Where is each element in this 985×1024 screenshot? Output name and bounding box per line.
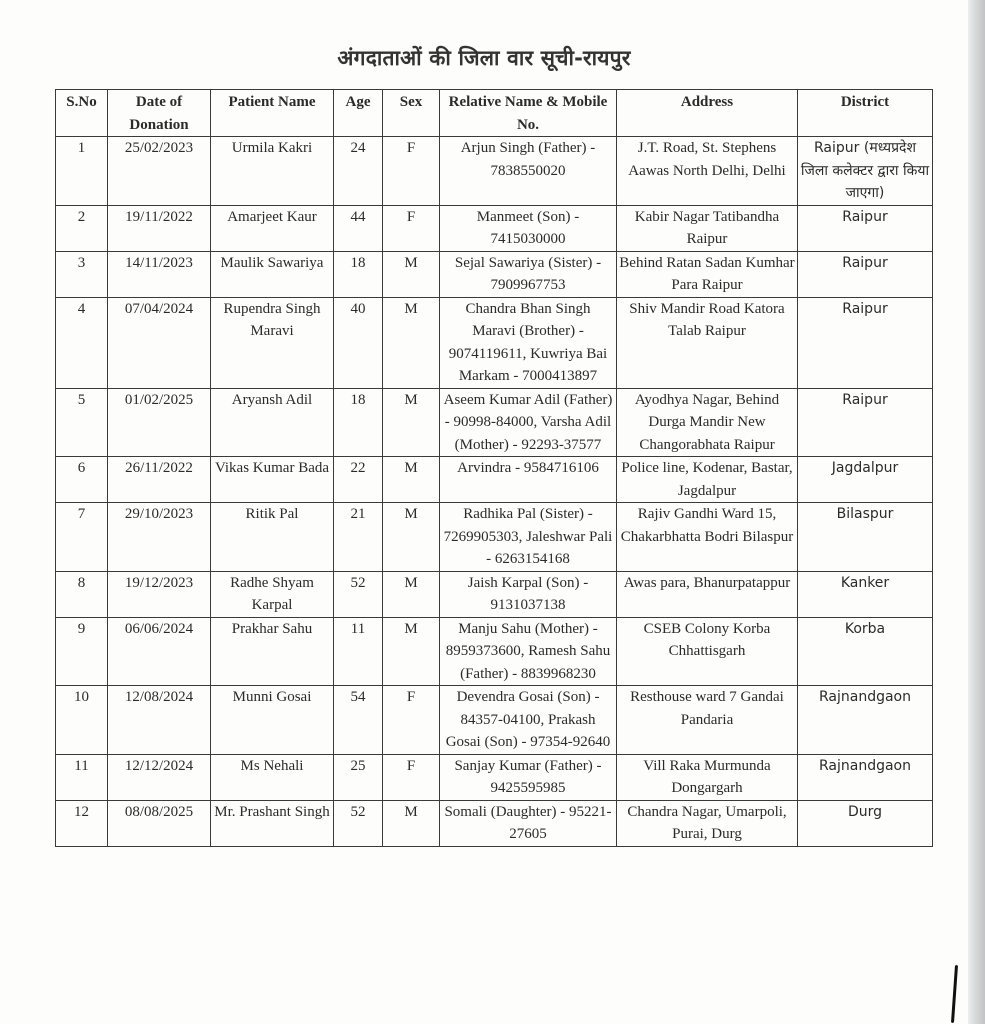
cell-district: Jagdalpur [798,457,933,503]
cell-relative: Arvindra - 9584716106 [440,457,617,503]
cell-sex: M [383,617,440,686]
cell-sex: F [383,205,440,251]
cell-date: 25/02/2023 [108,137,211,206]
cell-address: J.T. Road, St. Stephens Aawas North Delhi, Delhi [617,137,798,206]
cell-age: 24 [334,137,383,206]
cell-sno: 9 [56,617,108,686]
cell-sno: 6 [56,457,108,503]
table-row [56,137,933,206]
cell-district: Raipur (मध्यप्रदेश जिला कलेक्टर द्वारा किया जाएगा) [798,137,933,206]
cell-sex: M [383,457,440,503]
cell-date: 01/02/2025 [108,388,211,457]
cell-sex: M [383,388,440,457]
cell-address: Shiv Mandir Road Katora Talab Raipur [617,297,798,388]
table-row [56,686,933,755]
cell-date: 07/04/2024 [108,297,211,388]
cell-date: 08/08/2025 [108,800,211,846]
header-address: Address [617,90,798,137]
cell-age: 52 [334,800,383,846]
cell-sex: F [383,754,440,800]
cell-date: 19/11/2022 [108,205,211,251]
table-row [56,571,933,617]
cell-age: 18 [334,251,383,297]
cell-address: Awas para, Bhanurpatappur [617,571,798,617]
cell-relative: Aseem Kumar Adil (Father) - 90998-84000, Varsha Adil (Mother) - 92293-37577 [440,388,617,457]
cell-district: Kanker [798,571,933,617]
table-row [56,754,933,800]
cell-date: 14/11/2023 [108,251,211,297]
header-patient-name: Patient Name [211,90,334,137]
cell-patient-name: Ms Nehali [211,754,334,800]
cell-sex: M [383,297,440,388]
cell-address: Vill Raka Murmunda Dongargarh [617,754,798,800]
cell-address: Ayodhya Nagar, Behind Durga Mandir New Changorabhata Raipur [617,388,798,457]
cell-sno: 7 [56,503,108,572]
cell-patient-name: Munni Gosai [211,686,334,755]
table-row [56,297,933,388]
cell-sno: 11 [56,754,108,800]
cell-relative: Sanjay Kumar (Father) - 9425595985 [440,754,617,800]
cell-age: 52 [334,571,383,617]
document-title: अंगदाताओं की जिला वार सूची-रायपुर [337,46,631,70]
cell-district: Durg [798,800,933,846]
cell-sex: M [383,503,440,572]
header-date: Date of Donation [108,90,211,137]
cell-patient-name: Amarjeet Kaur [211,205,334,251]
cell-address: Resthouse ward 7 Gandai Pandaria [617,686,798,755]
cell-sno: 10 [56,686,108,755]
cell-patient-name: Rupendra Singh Maravi [211,297,334,388]
cell-relative: Sejal Sawariya (Sister) - 7909967753 [440,251,617,297]
table-row [56,388,933,457]
header-age: Age [334,90,383,137]
header-relative: Relative Name & Mobile No. [440,90,617,137]
cell-sno: 5 [56,388,108,457]
cell-district: Bilaspur [798,503,933,572]
cell-address: Kabir Nagar Tatibandha Raipur [617,205,798,251]
table-row [56,251,933,297]
cell-relative: Jaish Karpal (Son) - 9131037138 [440,571,617,617]
cell-patient-name: Mr. Prashant Singh [211,800,334,846]
cell-district: Raipur [798,388,933,457]
cell-relative: Manju Sahu (Mother) - 8959373600, Ramesh Sahu (Father) - 8839968230 [440,617,617,686]
cell-relative: Devendra Gosai (Son) - 84357-04100, Prakash Gosai (Son) - 97354-92640 [440,686,617,755]
table-row [56,617,933,686]
cell-date: 12/12/2024 [108,754,211,800]
cell-address: Behind Ratan Sadan Kumhar Para Raipur [617,251,798,297]
cell-sno: 4 [56,297,108,388]
cell-age: 21 [334,503,383,572]
cell-sno: 12 [56,800,108,846]
cell-patient-name: Ritik Pal [211,503,334,572]
cell-relative: Radhika Pal (Sister) - 7269905303, Jaleshwar Pali - 6263154168 [440,503,617,572]
cell-date: 26/11/2022 [108,457,211,503]
table-row [56,205,933,251]
cell-district: Korba [798,617,933,686]
table-row [56,503,933,572]
cell-address: Police line, Kodenar, Bastar, Jagdalpur [617,457,798,503]
cell-age: 44 [334,205,383,251]
cell-patient-name: Aryansh Adil [211,388,334,457]
cell-sex: M [383,800,440,846]
cell-age: 40 [334,297,383,388]
cell-patient-name: Urmila Kakri [211,137,334,206]
table-row [56,457,933,503]
cell-age: 18 [334,388,383,457]
cell-sno: 1 [56,137,108,206]
cell-sex: F [383,686,440,755]
cell-patient-name: Maulik Sawariya [211,251,334,297]
header-district: District [798,90,933,137]
cell-district: Raipur [798,297,933,388]
cell-date: 29/10/2023 [108,503,211,572]
cell-patient-name: Prakhar Sahu [211,617,334,686]
cell-sno: 3 [56,251,108,297]
header-sex: Sex [383,90,440,137]
cell-relative: Chandra Bhan Singh Maravi (Brother) - 9074119611, Kuwriya Bai Markam - 7000413897 [440,297,617,388]
cell-sex: M [383,571,440,617]
paper-edge [968,0,985,1024]
cell-sex: M [383,251,440,297]
cell-address: Chandra Nagar, Umarpoli, Purai, Durg [617,800,798,846]
cell-age: 22 [334,457,383,503]
cell-relative: Arjun Singh (Father) - 7838550020 [440,137,617,206]
cell-sex: F [383,137,440,206]
cell-address: Rajiv Gandhi Ward 15, Chakarbhatta Bodri Bilaspur [617,503,798,572]
header-sno: S.No [56,90,108,137]
cell-sno: 2 [56,205,108,251]
cell-date: 12/08/2024 [108,686,211,755]
donor-table [55,89,933,847]
cell-patient-name: Radhe Shyam Karpal [211,571,334,617]
cell-relative: Somali (Daughter) - 95221-27605 [440,800,617,846]
table-header-row [56,90,933,137]
cell-age: 11 [334,617,383,686]
cell-district: Rajnandgaon [798,686,933,755]
table-row [56,800,933,846]
cell-relative: Manmeet (Son) - 7415030000 [440,205,617,251]
cell-district: Raipur [798,251,933,297]
cell-date: 06/06/2024 [108,617,211,686]
cell-district: Rajnandgaon [798,754,933,800]
cell-date: 19/12/2023 [108,571,211,617]
cell-age: 54 [334,686,383,755]
cell-address: CSEB Colony Korba Chhattisgarh [617,617,798,686]
cell-age: 25 [334,754,383,800]
cell-patient-name: Vikas Kumar Bada [211,457,334,503]
cell-district: Raipur [798,205,933,251]
cell-sno: 8 [56,571,108,617]
